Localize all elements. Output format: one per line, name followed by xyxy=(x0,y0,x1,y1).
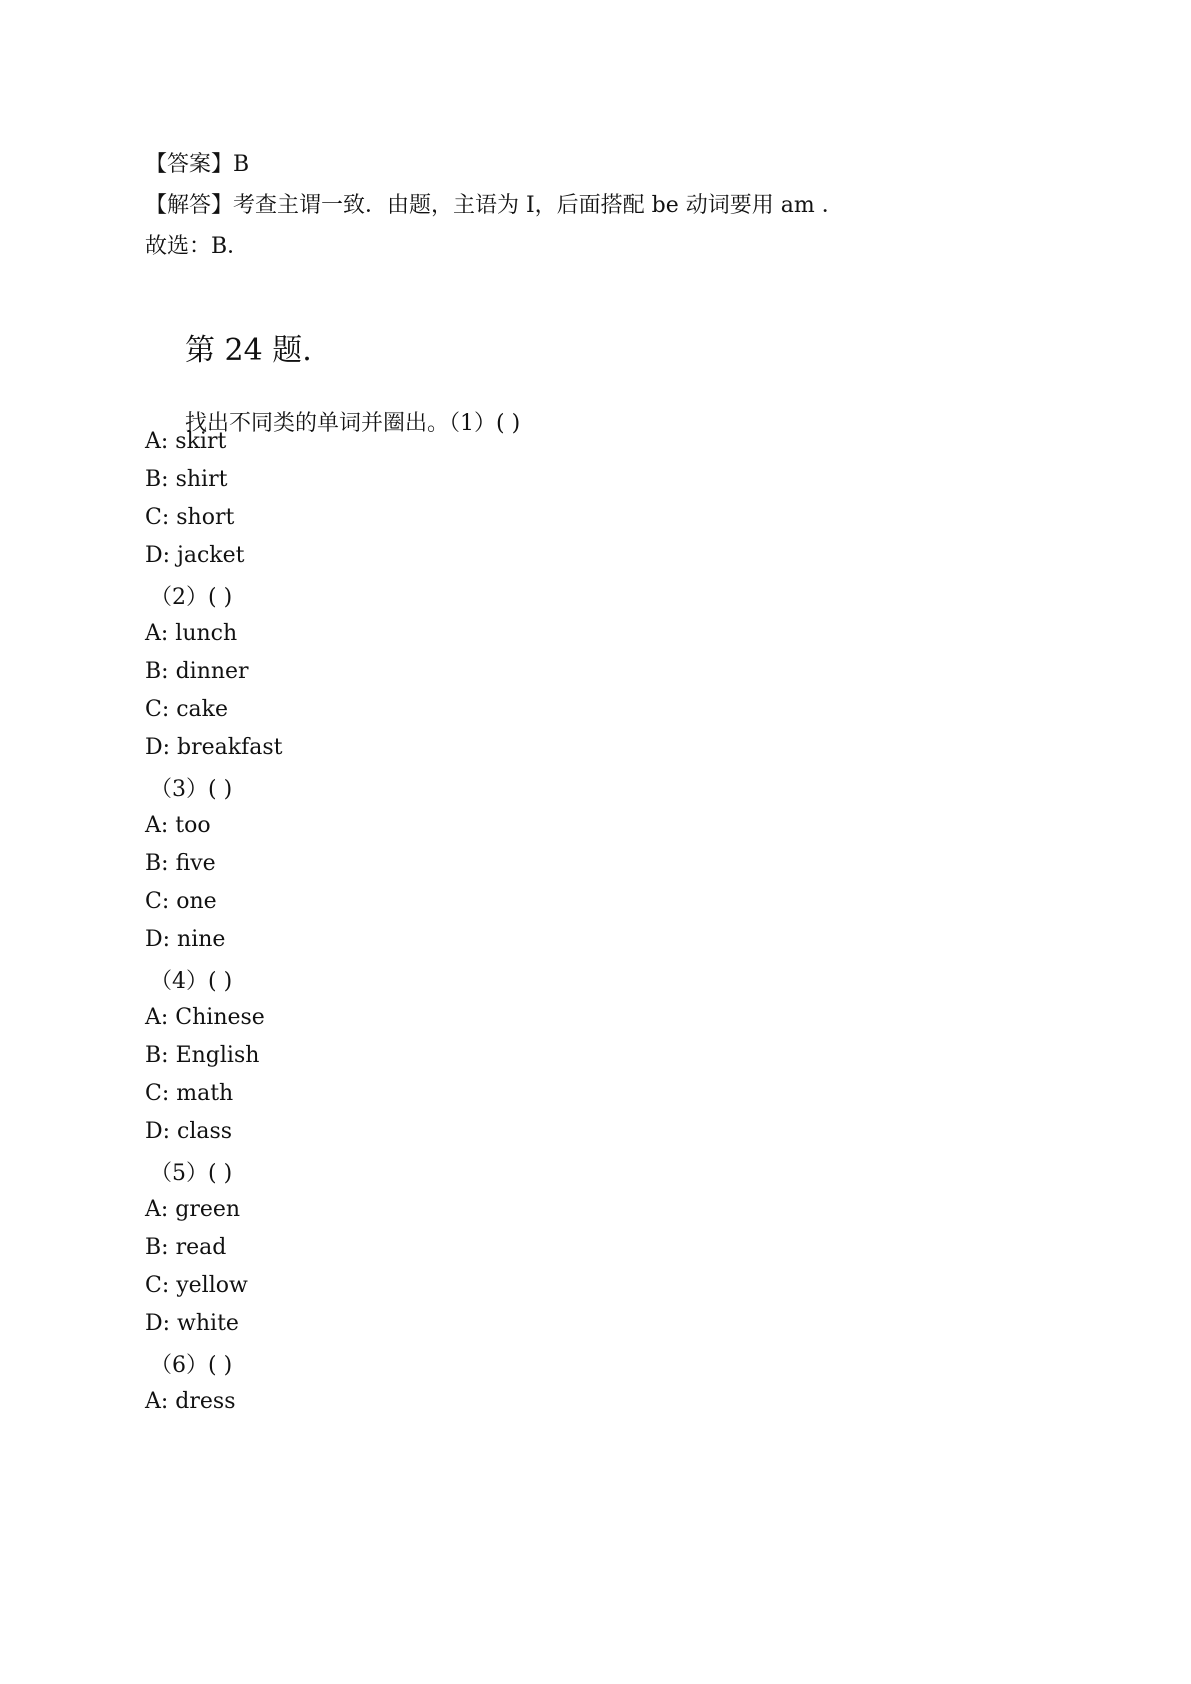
question-instruction: 找出不同类的单词并圈出。（1）( ) xyxy=(185,411,521,436)
group-label-6: （6）( ) xyxy=(150,1353,233,1378)
answer-line: 【答案】B xyxy=(145,152,250,177)
option-4b: B: English xyxy=(145,1043,260,1068)
group-label-3: （3）( ) xyxy=(150,777,233,802)
option-5a: A: green xyxy=(145,1197,241,1222)
option-2d: D: breakfast xyxy=(145,735,283,760)
option-2b: B: dinner xyxy=(145,659,249,684)
option-4c: C: math xyxy=(145,1081,234,1106)
option-3a: A: too xyxy=(145,813,211,838)
option-5d: D: white xyxy=(145,1311,239,1336)
option-3c: C: one xyxy=(145,889,217,914)
group-label-2: （2）( ) xyxy=(150,585,233,610)
group-label-5: （5）( ) xyxy=(150,1161,233,1186)
option-6a: A: dress xyxy=(145,1389,236,1414)
option-4d: D: class xyxy=(145,1119,233,1144)
explanation-line: 【解答】考查主谓一致．由题，主语为 I，后面搭配 be 动词要用 am ． xyxy=(145,193,844,218)
option-3b: B: five xyxy=(145,851,216,876)
option-4a: A: Chinese xyxy=(145,1005,265,1030)
option-2c: C: cake xyxy=(145,697,229,722)
option-3d: D: nine xyxy=(145,927,226,952)
group-label-4: （4）( ) xyxy=(150,969,233,994)
choice-line: 故选：B． xyxy=(145,234,250,259)
option-2a: A: lunch xyxy=(145,621,238,646)
option-1b: B: shirt xyxy=(145,467,228,492)
option-5b: B: read xyxy=(145,1235,227,1260)
option-1c: C: short xyxy=(145,505,235,530)
option-1d: D: jacket xyxy=(145,543,245,568)
option-1a: A: skirt xyxy=(145,429,227,454)
question-title: 第 24 题. xyxy=(185,333,312,368)
option-5c: C: yellow xyxy=(145,1273,248,1298)
